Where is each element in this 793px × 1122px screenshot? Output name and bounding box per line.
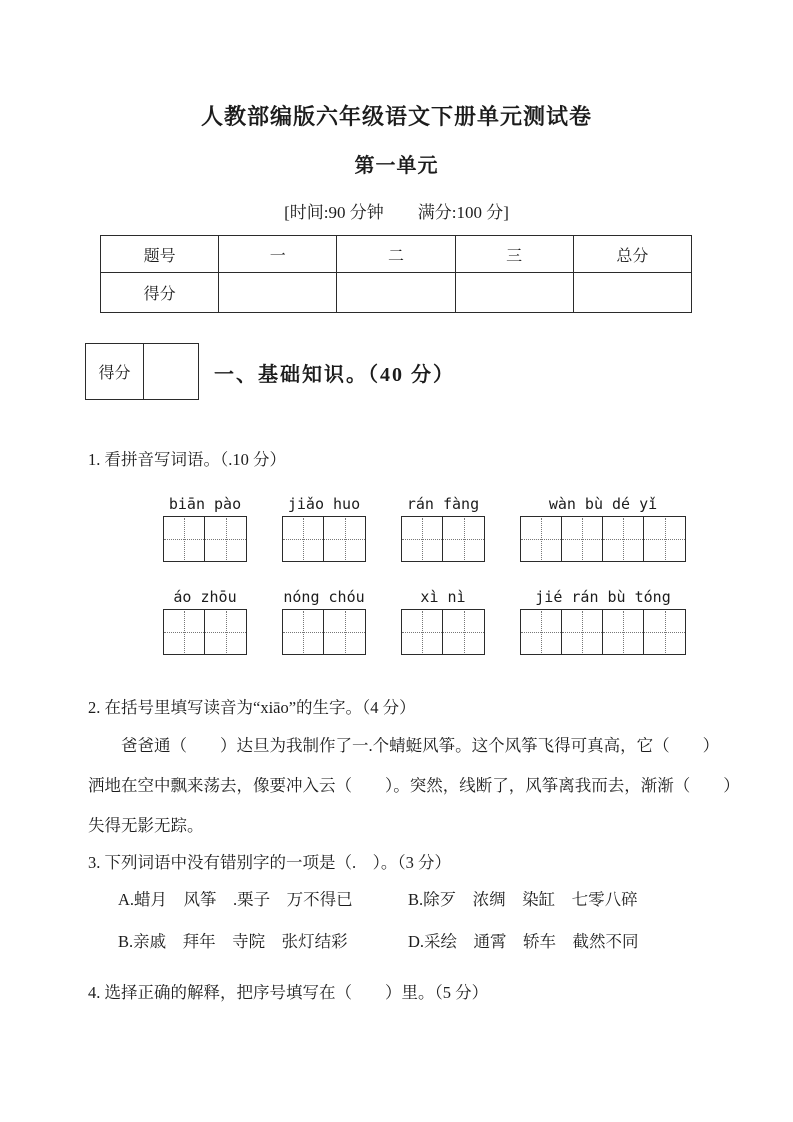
question-3-option-d: D.采绘 通霄 轿车 截然不同 [408, 932, 639, 951]
passage-line: 洒地在空中飘来荡去，像要冲入云（ ）。突然，线断了，风筝离我而去，渐渐（ ） [88, 776, 740, 795]
writing-grid-cell [644, 610, 685, 654]
section-score-box [85, 343, 199, 400]
writing-grid [401, 609, 485, 655]
question-3-option-b: B.除歹 浓绸 染缸 七零八碎 [408, 890, 638, 909]
question-2-prompt: 2. 在括号里填写读音为“xiāo”的生字。（4 分） [88, 698, 416, 717]
writing-grid-cell [521, 610, 562, 654]
writing-grid [401, 516, 485, 562]
writing-grid [282, 516, 366, 562]
pinyin-label: rán fàng [406, 495, 480, 513]
writing-grid-cell [562, 517, 603, 561]
pinyin-row-1 [163, 494, 686, 562]
score-row-label: 得分 [101, 273, 219, 313]
pinyin-label: jié rán bù tóng [535, 588, 671, 606]
writing-grid-cell [603, 610, 644, 654]
score-cell-empty [337, 273, 455, 313]
score-table-header-cell: 一 [219, 236, 337, 273]
writing-grid-cell [603, 517, 644, 561]
pinyin-word-group [282, 587, 366, 655]
pinyin-word-group [401, 494, 485, 562]
writing-grid-cell [521, 517, 562, 561]
pinyin-word-group [520, 587, 686, 655]
pinyin-row-2 [163, 587, 686, 655]
question-2-passage [88, 726, 740, 846]
unit-title: 第一单元 [354, 155, 439, 177]
score-cell-empty [573, 273, 691, 313]
score-table-header-cell: 二 [337, 236, 455, 273]
writing-grid-cell [562, 610, 603, 654]
pinyin-word-group [163, 587, 247, 655]
score-table-header-cell: 题号 [101, 236, 219, 273]
score-box-blank [143, 344, 198, 399]
question-3-option-a: A.蜡月 风筝 .栗子 万不得已 [118, 890, 353, 909]
pinyin-label: biān pào [168, 495, 242, 513]
writing-grid-cell [324, 610, 365, 654]
score-table-header-cell: 三 [455, 236, 573, 273]
score-table-score-row [101, 273, 692, 313]
writing-grid [163, 609, 247, 655]
writing-grid [282, 609, 366, 655]
writing-grid-cell [402, 610, 443, 654]
passage-line: 失得无影无踪。 [88, 816, 204, 835]
pinyin-label: nóng chóu [283, 588, 365, 606]
score-table-header-cell: 总分 [573, 236, 691, 273]
writing-grid [520, 516, 686, 562]
writing-grid [520, 609, 686, 655]
pinyin-word-group [163, 494, 247, 562]
question-1-prompt: 1. 看拼音写词语。（.10 分） [88, 450, 286, 469]
writing-grid-cell [324, 517, 365, 561]
section-one-title: 一、基础知识。（40 分） [214, 364, 455, 386]
writing-grid-cell [205, 517, 246, 561]
writing-grid-cell [164, 517, 205, 561]
score-box-label: 得分 [98, 365, 131, 382]
writing-grid [163, 516, 247, 562]
writing-grid-cell [205, 610, 246, 654]
question-3-option-c: B.亲戚 拜年 寺院 张灯结彩 [118, 932, 348, 951]
writing-grid-cell [644, 517, 685, 561]
score-cell-empty [455, 273, 573, 313]
writing-grid-cell [443, 610, 484, 654]
writing-grid-cell [402, 517, 443, 561]
paper-title: 人教部编版六年级语文下册单元测试卷 [200, 104, 592, 129]
passage-line: 爸爸通（ ）达旦为我制作了一.个蜻蜓风筝。这个风筝飞得可真高，它（ ） [88, 736, 720, 755]
question-4-prompt: 4. 选择正确的解释，把序号填写在（ ）里。（5 分） [88, 983, 489, 1002]
pinyin-word-group [401, 587, 485, 655]
question-3-prompt: 3. 下列词语中没有错别字的一项是（. ）。（3 分） [88, 853, 451, 872]
writing-grid-cell [283, 517, 324, 561]
pinyin-label: áo zhōu [173, 588, 237, 606]
score-summary-table [100, 235, 692, 313]
time-score-meta: [时间:90 分钟 满分:100 分] [284, 203, 509, 222]
score-table-header-row [101, 236, 692, 273]
pinyin-label: xì nì [420, 588, 466, 606]
writing-grid-cell [283, 610, 324, 654]
pinyin-label: jiǎo huo [287, 495, 361, 513]
writing-grid-cell [443, 517, 484, 561]
pinyin-label: wàn bù dé yǐ [548, 495, 658, 513]
score-cell-empty [219, 273, 337, 313]
writing-grid-cell [164, 610, 205, 654]
pinyin-word-group [282, 494, 366, 562]
pinyin-word-group [520, 494, 686, 562]
